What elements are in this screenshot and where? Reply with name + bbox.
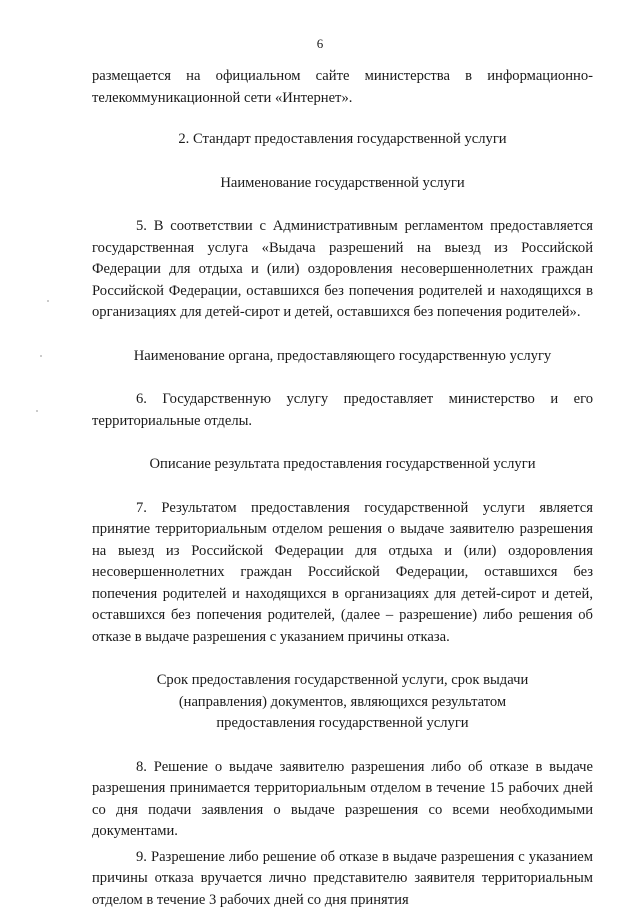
paragraph-8: 8. Решение о выдаче заявителю разрешения либо об отказе в выдаче разрешения принимается территориальным отделом в течение 15 рабочих дней со дня подачи заявления о выдаче разрешения со всеми необходимыми документами. <box>92 757 593 843</box>
subheading-term-line-2: (направления) документов, являющихся результатом <box>92 692 593 714</box>
section-heading: 2. Стандарт предоставления государственной услуги <box>92 129 593 151</box>
subheading-service-name: Наименование государственной услуги <box>92 173 593 195</box>
paragraph-6: 6. Государственную услугу предоставляет министерство и его территориальные отделы. <box>92 389 593 432</box>
paragraph-9: 9. Разрешение либо решение об отказе в выдаче разрешения с указанием причины отказа вручается лично представителю заявителя территориальным отделом в течение 3 рабочих дней со дня принятия <box>92 847 593 911</box>
subheading-result-description: Описание результата предоставления государственной услуги <box>92 454 593 476</box>
subheading-term-line-3: предоставления государственной услуги <box>92 713 593 735</box>
document-body <box>92 66 593 911</box>
subheading-term-line-1: Срок предоставления государственной услуги, срок выдачи <box>92 670 593 692</box>
page-number: 6 <box>0 36 640 52</box>
intro-paragraph: размещается на официальном сайте министерства в информационно-телекоммуникационной сети «Интернет». <box>92 66 593 109</box>
paragraph-5: 5. В соответствии с Административным регламентом предоставляется государственная услуга «Выдача разрешений на выезд из Российской Федерации для отдыха и (или) оздоровления несовершеннолетних граждан Российской Федерации, оставшихся без попечения родителей и находящихся в организациях для детей-сирот и детей, оставшихся без попечения родителей». <box>92 216 593 324</box>
scan-speck <box>40 355 42 357</box>
paragraph-7: 7. Результатом предоставления государственной услуги является принятие территориальным отделом решения о выдаче заявителю разрешения на выезд из Российской Федерации для отдыха и (или) оздоровления несовершеннолетних граждан Российской Федерации, оставшихся без попечения родителей и находящихся в организациях для детей-сирот и детей, оставшихся без попечения родителей, (далее – разрешение) либо решения об отказе в выдаче разрешения с указанием причины отказа. <box>92 498 593 649</box>
subheading-agency-name: Наименование органа, предоставляющего государственную услугу <box>92 346 593 368</box>
scan-speck <box>36 410 38 412</box>
scan-speck <box>47 300 49 302</box>
